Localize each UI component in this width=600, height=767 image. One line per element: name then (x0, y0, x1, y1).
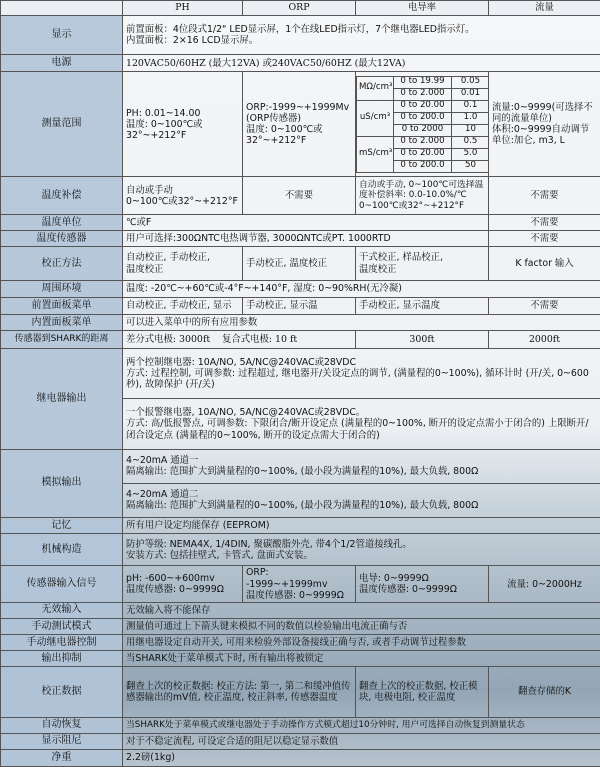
label-inner-menu: 内置面板菜单 (1, 314, 123, 330)
row-sensor-signal (1, 566, 600, 603)
row-front-menu (1, 297, 600, 314)
label-mechanical: 机械构造 (1, 534, 123, 566)
sensor-signal-conductivity: 电导: 0~9999Ω 温度传感器: 0~9999Ω (356, 566, 489, 603)
range-orp: ORP:-1999~+1999Mv (ORP传感器) 温度: 0~100℃或 32°~+212°F (243, 72, 356, 177)
sensor-signal-ph: pH: -600~+600mv 温度传感器: 0~9999Ω (123, 566, 243, 603)
temp-comp-orp: 不需要 (243, 177, 356, 215)
weight-value: 2.2磅(1kg) (123, 749, 600, 766)
cond-res-cell: 0.01 (452, 88, 489, 100)
invalid-value: 无效输入将不能保存 (123, 602, 600, 618)
front-menu-conductivity: 手动校正, 显示温度 (356, 297, 489, 314)
label-memory: 记忆 (1, 518, 123, 534)
cond-range-cell: 0 to 20.00 (394, 100, 452, 112)
label-sensor-signal: 传感器输入信号 (1, 566, 123, 603)
calibration-orp: 手动校正, 温度校正 (243, 247, 356, 280)
label-weight: 净重 (1, 749, 123, 766)
label-damping: 显示阻尼 (1, 733, 123, 749)
label-analog: 模拟输出 (1, 449, 123, 517)
cond-res-cell: 0.05 (452, 76, 489, 88)
row-calib-data (1, 667, 600, 717)
cond-range-cell: 0 to 19.99 (394, 76, 452, 88)
range-ph: PH: 0.01~14.00 温度: 0~100℃或 32°~+212°F (123, 72, 243, 177)
cond-res-cell: 0.5 (452, 136, 489, 148)
manual-relay-value: 用继电器设定自动开关, 可用来检验外部设备接线正确与否, 或者手动调节过程参数 (123, 635, 600, 651)
calibration-conductivity: 干式校正, 样品校正, 温度校正 (356, 247, 489, 280)
header-blank (1, 1, 123, 16)
row-environment (1, 280, 600, 297)
cond-res-cell: 5.0 (452, 148, 489, 160)
conductivity-range-table (356, 76, 489, 173)
label-front-menu: 前置面板菜单 (1, 297, 123, 314)
auto-restore-value: 当SHARK处于菜单模式或继电器处于手动操作方式模式超过10分钟时, 用户可选择自动恢复到测量状态 (123, 717, 600, 733)
row-auto-restore (1, 717, 600, 733)
cond-res-cell: 1.0 (452, 112, 489, 124)
distance-conductivity: 300ft (356, 330, 489, 348)
row-mechanical (1, 534, 600, 566)
label-power: 电源 (1, 55, 123, 72)
label-environment: 周围环境 (1, 280, 123, 297)
power-value: 120VAC50/60HZ (最大12VA) 或240VAC50/60HZ (最大12VA) (123, 55, 600, 72)
header-flow: 流量 (489, 1, 600, 16)
header-row (1, 1, 600, 16)
row-power (1, 55, 600, 72)
row-relay-1 (1, 349, 600, 399)
cond-unit-us: uS/cm³ (357, 100, 394, 136)
row-output-hold (1, 651, 600, 667)
analog-channel2: 4~20mA 通道二 隔离输出: 范围扩大到满量程的0~100%, (最小段为满量程的10%), 最大负载, 800Ω (123, 483, 600, 517)
front-menu-orp: 手动校正, 显示温 (243, 297, 356, 314)
row-manual-test (1, 618, 600, 634)
temp-sensor-flow: 不需要 (489, 231, 600, 247)
header-ph: PH (123, 1, 243, 16)
label-output-hold: 输出抑制 (1, 651, 123, 667)
calib-data-ph-orp: 翻查上次的校正数据: 校正方法: 第一, 第二和缓冲值传感器输出的mV值, 校正温度, 校正斜率, 传感器温度 (123, 667, 356, 717)
cond-range-cell: 0 to 2.000 (394, 136, 452, 148)
cond-res-cell: 0.1 (452, 100, 489, 112)
row-inner-menu (1, 314, 600, 330)
row-weight (1, 749, 600, 766)
cond-range-cell: 0 to 20.00 (394, 148, 452, 160)
row-memory (1, 518, 600, 534)
cond-range-cell: 0 to 200.0 (394, 160, 452, 172)
calibration-flow: K factor 输入 (489, 247, 600, 280)
inner-menu-value: 可以进入菜单中的所有应用参数 (123, 314, 600, 330)
temp-sensor-value: 用户可选择:300ΩNTC电热调节器, 3000ΩNTC或PT. 1000RTD (123, 231, 489, 247)
row-display (1, 16, 600, 55)
row-calibration (1, 247, 600, 280)
label-temp-comp: 温度补偿 (1, 177, 123, 215)
row-damping (1, 733, 600, 749)
calib-data-conductivity: 翻查上次的校正数据, 校正模块, 电极电阻, 校正温度 (356, 667, 489, 717)
cond-range-cell: 0 to 200.0 (394, 112, 452, 124)
calib-data-flow: 翻查存储的K (489, 667, 600, 717)
memory-value: 所有用户设定均能保存 (EEPROM) (123, 518, 600, 534)
cond-range-cell: 0 to 2.000 (394, 88, 452, 100)
cond-res-cell: 10 (452, 124, 489, 136)
label-relay: 继电器输出 (1, 349, 123, 450)
analog-channel1: 4~20mA 通道一 隔离输出: 范围扩大到满量程的0~100%, (最小段为满量程的10%), 最大负载, 800Ω (123, 449, 600, 483)
label-calib-data: 校正数据 (1, 667, 123, 717)
label-calibration: 校正方法 (1, 247, 123, 280)
cond-unit-ms: mS/cm³ (357, 136, 394, 172)
sensor-signal-flow: 流量: 0~2000Hz (489, 566, 600, 603)
row-temp-unit (1, 215, 600, 231)
cond-unit-mohm: MΩ/cm³ (357, 76, 394, 100)
range-conductivity (356, 72, 489, 177)
distance-flow: 2000ft (489, 330, 600, 348)
label-auto-restore: 自动恢复 (1, 717, 123, 733)
temp-comp-conductivity: 自动或手动, 0~100℃可选择温度补偿斜率: 0.0-10.0%/℃ 0~100℃或32°~+212°F (356, 177, 489, 215)
label-invalid: 无效输入 (1, 602, 123, 618)
cond-range-cell: 0 to 2000 (394, 124, 452, 136)
row-range (1, 72, 600, 177)
label-distance: 传感器到SHARK的距离 (1, 330, 123, 348)
relay-alarm-block: 一个报警继电器, 10A/NO, 5A/NC@240VAC或28VDC。 方式: 高/低报警点, 可调参数: 下限闭合/断开设定点 (满量程的0~100%, 断开的设定点需小于闭合的) 上限断开/闭合设定点 (满量程的0~100%, 断开的设定点需大于闭合的) (123, 399, 600, 449)
header-conductivity: 电导率 (356, 1, 489, 16)
label-temp-sensor: 温度传感器 (1, 231, 123, 247)
calibration-ph: 自动校正, 手动校正, 温度校正 (123, 247, 243, 280)
cond-res-cell: 50 (452, 160, 489, 172)
row-temp-sensor (1, 231, 600, 247)
label-range: 测量范围 (1, 72, 123, 177)
label-manual-test: 手动测试模式 (1, 618, 123, 634)
temp-unit-value: ℃或F (123, 215, 489, 231)
label-display: 显示 (1, 16, 123, 55)
label-temp-unit: 温度单位 (1, 215, 123, 231)
row-invalid (1, 602, 600, 618)
header-orp: ORP (243, 1, 356, 16)
display-value (123, 16, 600, 55)
environment-value: 温度: -20℃~+60℃或-4°F~+140°F, 湿度: 0~90%RH(无冷凝) (123, 280, 600, 297)
display-line1: 前置面板：4位段式1/2" LED显示屏，1个在线LED指示灯，7个继电器LED指示灯。 (126, 24, 475, 36)
manual-test-value: 测量值可通过上下箭头键来模拟不同的数值以检验输出电流正确与否 (123, 618, 600, 634)
row-analog-1 (1, 449, 600, 483)
label-manual-relay: 手动继电器控制 (1, 635, 123, 651)
range-flow: 流量:0~9999(可选择不同的流量单位) 体积:0~9999自动调节 单位:加仑, m3, L (489, 72, 600, 177)
sensor-signal-orp: ORP: -1999~+1999mv 温度传感器: 0~9999Ω (243, 566, 356, 603)
row-manual-relay (1, 635, 600, 651)
row-temp-comp (1, 177, 600, 215)
row-distance (1, 330, 600, 348)
temp-comp-flow: 不需要 (489, 177, 600, 215)
temp-comp-ph: 自动或手动 0~100℃或32°~+212°F (123, 177, 243, 215)
display-line2: 内置面板：2×16 LCD显示屏。 (126, 35, 259, 47)
temp-unit-flow: 不需要 (489, 215, 600, 231)
mechanical-value: 防护等级: NEMA4X, 1/4DIN, 聚碳酸脂外壳, 带4个1/2管道接线孔。 安装方式: 包括挂壁式, 卡管式, 盘面式安装。 (123, 534, 600, 566)
output-hold-value: 当SHARK处于菜单模式下时, 所有输出将被锁定 (123, 651, 600, 667)
front-menu-flow: 不需要 (489, 297, 600, 314)
relay-control-block: 两个控制继电器: 10A/NO, 5A/NC@240VAC或28VDC 方式: 过程控制, 可调参数: 过程超过, 继电器开/关设定点的调节, (满量程的0~100%), 循环计时 (开/关, 0~600秒), 故障保护 (开/关) (123, 349, 600, 399)
distance-ph-orp: 差分式电极: 3000ft 复合式电极: 10 ft (123, 330, 356, 348)
damping-value: 对于不稳定流程, 可设定合适的阻尼以稳定显示数值 (123, 733, 600, 749)
front-menu-ph: 自动校正, 手动校正, 显示 (123, 297, 243, 314)
